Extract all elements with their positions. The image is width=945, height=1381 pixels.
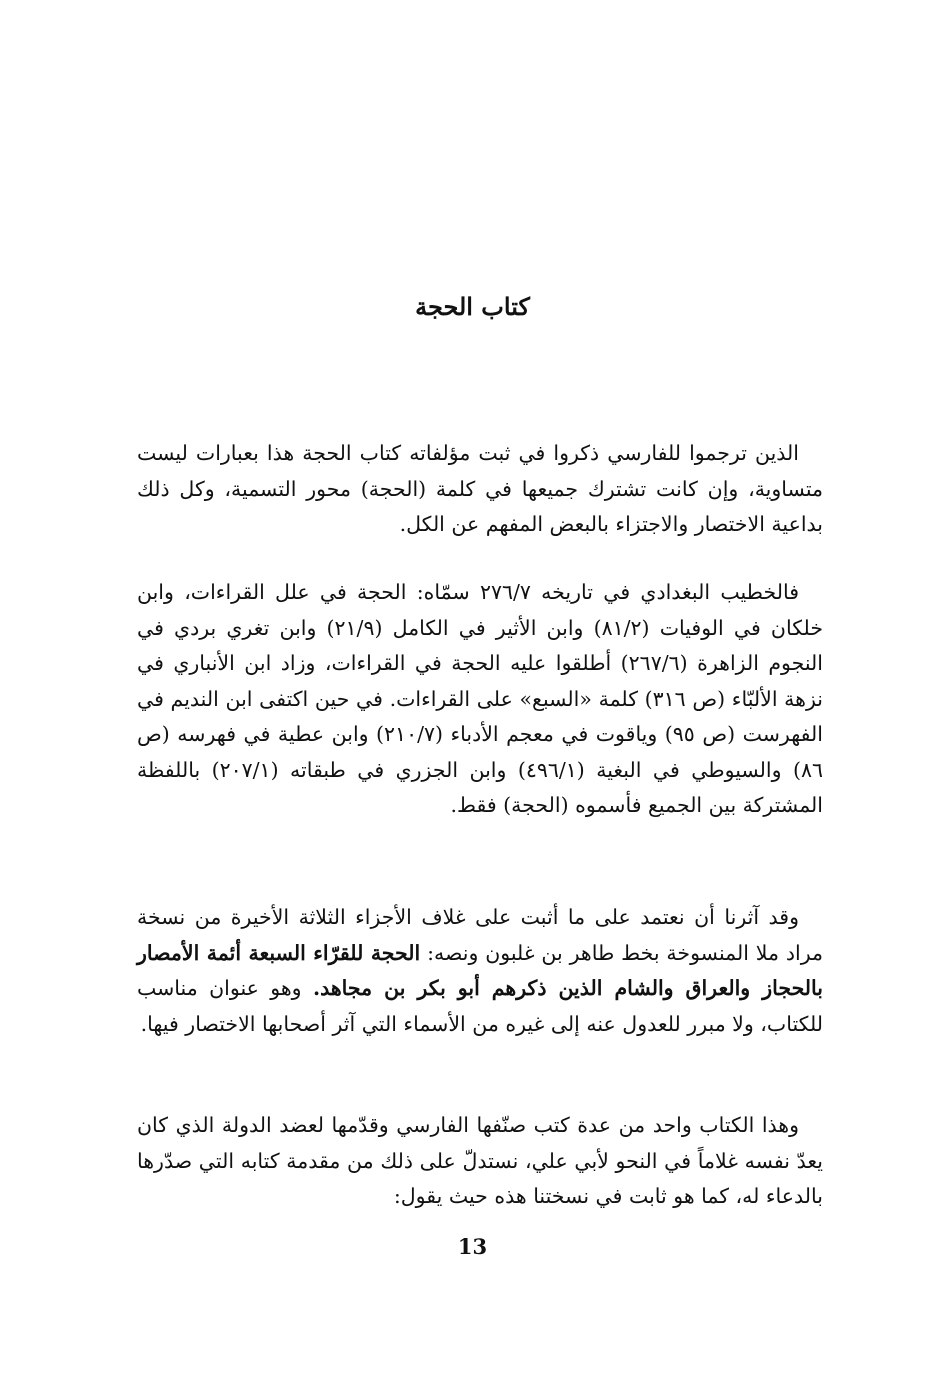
paragraph-1-text: الذين ترجموا للفارسي ذكروا في ثبت مؤلفاته كتاب الحجة هذا بعبارات ليست متساوية، وإن كانت تشترك جميعها في كلمة (الحجة) محور التسمية، وكل ذلك بداعية الاختصار والاجتزاء بالبعض المفهم عن الكل.	[137, 441, 823, 536]
paragraph-2-text: فالخطيب البغدادي في تاريخه ٢٧٦/٧ سمّاه: الحجة في علل القراءات، وابن خلكان في الوفيات (٨١/٢) وابن الأثير في الكامل (٢١/٩) وابن تغري بردي في النجوم الزاهرة (٢٦٧/٦) أطلقوا عليه الحجة في القراءات، وزاد ابن الأنباري في نزهة الألبّاء (ص ٣١٦) كلمة «السبع» على القراءات. في حين اكتفى ابن النديم في الفهرست (ص ٩٥) وياقوت في معجم الأدباء (٢١٠/٧) وابن عطية في فهرسه (ص ٨٦) والسيوطي في البغية (٤٩٦/١) وابن الجزري في طبقاته (٢٠٧/١) باللفظة المشتركة بين الجميع فأسموه (الحجة) فقط.	[137, 580, 824, 817]
paragraph-1	[137, 436, 823, 543]
page-number: 13	[457, 1234, 488, 1259]
paragraph-4	[137, 1108, 823, 1215]
paragraph-3-text-start: وقد آثرنا أن نعتمد على ما أثبت على غلاف الأجزاء الثلاثة الأخيرة من نسخة مراد ملا المنسوخة بخط طاهر بن غلبون ونصه:	[137, 905, 823, 965]
paragraph-2	[137, 575, 823, 824]
page-title: كتاب الحجة	[415, 292, 530, 321]
paragraph-3-book-title: الحجة للقرّاء السبعة أئمة الأمصار بالحجاز والعراق والشام الذين ذكرهم أبو بكر بن مجاهد.	[137, 940, 824, 1000]
paragraph-3-text-end: وهو عنوان مناسب للكتاب، ولا مبرر للعدول عنه إلى غيره من الأسماء التي آثر أصحابها الاختصار فيها.	[137, 976, 823, 1036]
paragraph-3	[137, 900, 823, 1042]
paragraph-4-text: وهذا الكتاب واحد من عدة كتب صنّفها الفارسي وقدّمها لعضد الدولة الذي كان يعدّ نفسه غلاماً في النحو لأبي علي، نستدلّ على ذلك من مقدمة كتابه التي صدّرها بالدعاء له، كما هو ثابت في نسختنا هذه حيث يقول:	[137, 1113, 823, 1208]
